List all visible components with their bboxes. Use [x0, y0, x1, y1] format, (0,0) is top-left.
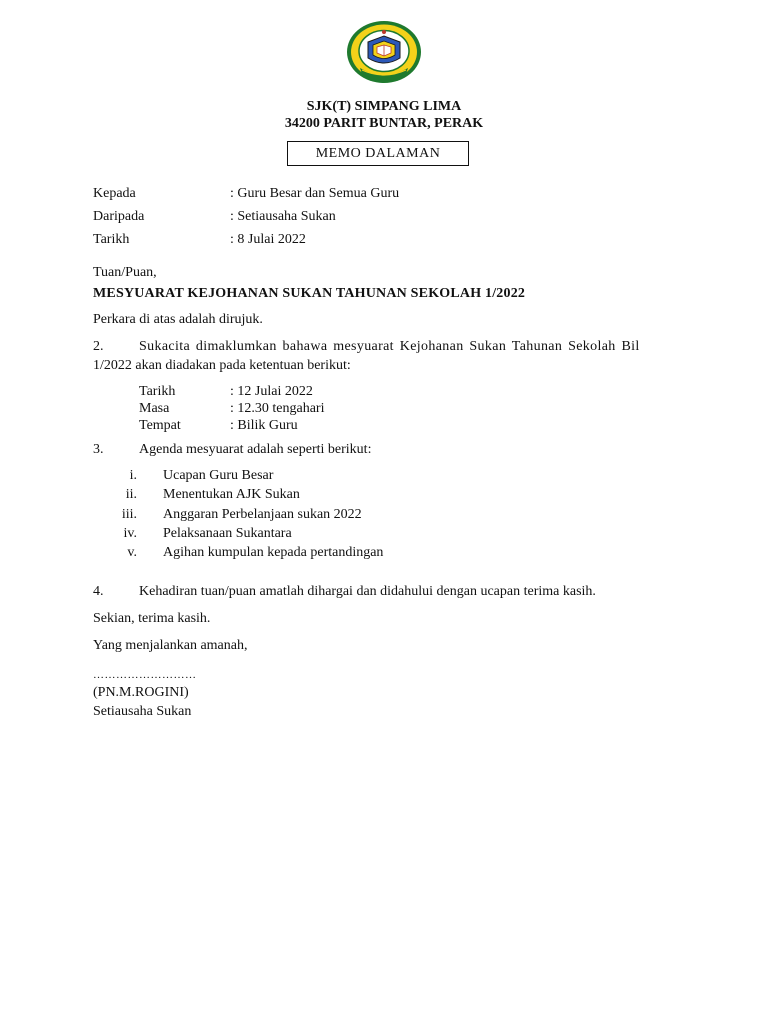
detail-key: Tarikh — [139, 384, 176, 399]
letterhead — [0, 98, 768, 132]
paragraph-2-line1 — [139, 338, 674, 356]
list-numeral: ii. — [125, 487, 137, 502]
field-key: Daripada — [93, 209, 145, 224]
paragraph-text: Sukacita dimaklumkan bahawa mesyuarat Kejohanan Sukan Tahunan Sekolah Bil — [139, 339, 640, 354]
sign-off: Yang menjalankan amanah, — [93, 638, 248, 653]
list-numeral: iii. — [121, 507, 137, 522]
list-numeral: v. — [127, 545, 137, 560]
list-numeral: i. — [129, 468, 137, 483]
list-text: Menentukan AJK Sukan — [163, 487, 300, 502]
school-address: 34200 PARIT BUNTAR, PERAK — [284, 116, 484, 131]
list-text: Ucapan Guru Besar — [163, 468, 274, 483]
school-name: SJK(T) SIMPANG LIMA — [306, 99, 462, 114]
list-text: Agihan kumpulan kepada pertandingan — [163, 545, 384, 560]
signatory-name: (PN.M.ROGINI) — [93, 685, 189, 700]
intro-paragraph: Perkara di atas adalah dirujuk. — [93, 312, 263, 327]
detail-value: : 12 Julai 2022 — [230, 384, 313, 399]
paragraph-2-line2: 1/2022 akan diadakan pada ketentuan berikut: — [93, 358, 351, 373]
memo-label-box: MEMO DALAMAN — [287, 141, 469, 166]
paragraph-number: 2. — [93, 339, 104, 354]
detail-key: Masa — [139, 401, 170, 416]
field-value: : 8 Julai 2022 — [230, 232, 306, 247]
field-key: Kepada — [93, 186, 136, 201]
field-value: : Setiausaha Sukan — [230, 209, 336, 224]
detail-value: : Bilik Guru — [230, 418, 298, 433]
signatory-title: Setiausaha Sukan — [93, 704, 192, 719]
detail-value: : 12.30 tengahari — [230, 401, 325, 416]
school-crest-logo — [346, 20, 422, 84]
signature-line: ……………………… — [93, 669, 197, 681]
paragraph-text: Agenda mesyuarat adalah seperti berikut: — [139, 442, 372, 457]
detail-key: Tempat — [139, 418, 181, 433]
paragraph-number: 4. — [93, 584, 104, 599]
list-text: Anggaran Perbelanjaan sukan 2022 — [163, 507, 362, 522]
subject-heading: MESYUARAT KEJOHANAN SUKAN TAHUNAN SEKOLAH 1/2022 — [93, 286, 526, 301]
closing-line: Sekian, terima kasih. — [93, 611, 211, 626]
list-text: Pelaksanaan Sukantara — [163, 526, 292, 541]
salutation: Tuan/Puan, — [93, 265, 157, 280]
field-key: Tarikh — [93, 232, 130, 247]
paragraph-text: Kehadiran tuan/puan amatlah dihargai dan didahului dengan ucapan terima kasih. — [139, 584, 596, 599]
field-value: : Guru Besar dan Semua Guru — [230, 186, 400, 201]
paragraph-number: 3. — [93, 442, 104, 457]
list-numeral: iv. — [123, 526, 137, 541]
